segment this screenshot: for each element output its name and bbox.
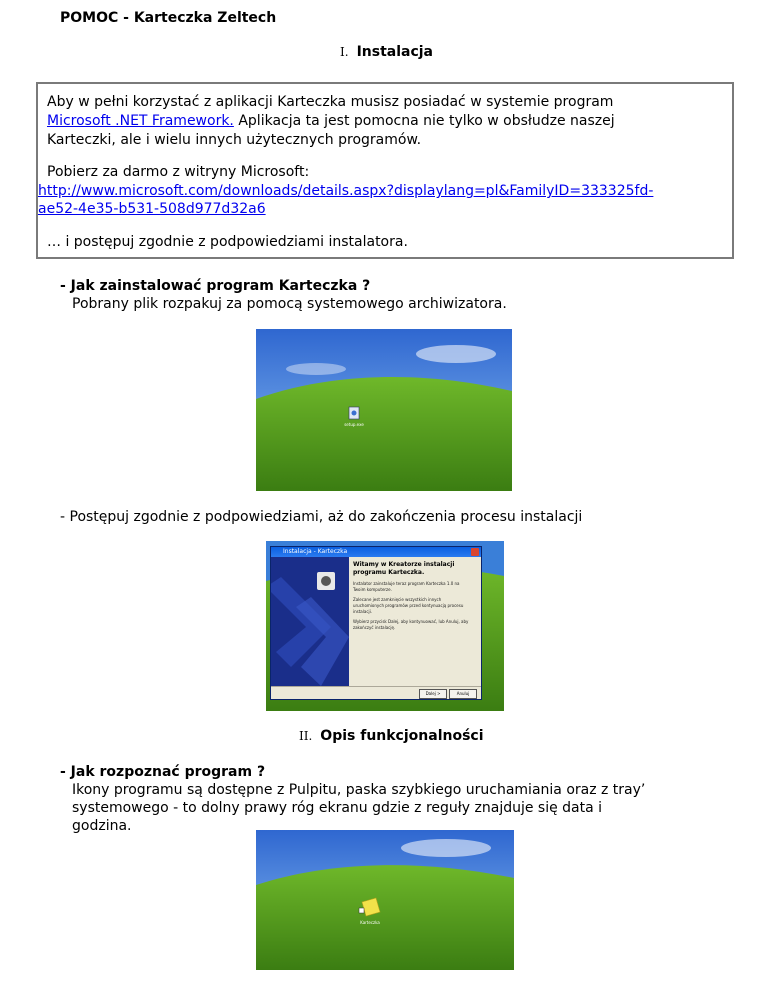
section-1-number: I.: [340, 45, 349, 59]
wizard-text-2: Zalecane jest zamknięcie wszystkich innych uruchomionych programów przed kontynuacją procesu instalacji.: [353, 597, 464, 614]
document-title: POMOC - Karteczka Zeltech: [60, 10, 277, 26]
desktop-screenshot-2: [256, 830, 514, 970]
info-p3: … i postępuj zgodnie z podpowiedziami instalatora.: [47, 234, 408, 250]
setup-file-icon[interactable]: [349, 407, 359, 419]
next-button[interactable]: Dalej >: [419, 689, 447, 699]
installer-screenshot: [266, 541, 504, 711]
info-p1-line2: [47, 112, 615, 131]
answer-recognize-line1: Ikony programu są dostępne z Pulpitu, paska szybkiego uruchamiania oraz z tray’: [72, 782, 646, 798]
cancel-button[interactable]: Anuluj: [449, 689, 477, 699]
setup-icon-label: setup.exe: [344, 422, 364, 427]
wizard-heading: Witamy w Kreatorze instalacji programu Karteczka.: [353, 561, 455, 576]
info-p1-line2-rest: Aplikacja ta jest pomocna nie tylko w obsłudze naszej: [233, 113, 615, 129]
wizard-divider: [271, 686, 481, 687]
wizard-side-banner: [271, 557, 349, 686]
info-p1-line1: Aby w pełni korzystać z aplikacji Karteczka musisz posiadać w systemie program: [47, 94, 614, 110]
dotnet-link[interactable]: Microsoft .NET Framework.: [47, 113, 234, 129]
download-url-line2[interactable]: ae52-4e35-b531-508d977d32a6: [38, 201, 266, 217]
wizard-text-3: Wybierz przycisk Dalej, aby kontynuować, lub Anuluj, aby zakończyć instalację.: [353, 619, 469, 630]
section-2-title: Opis funkcjonalności: [320, 728, 484, 744]
answer-recognize-line2: systemowego - to dolny prawy róg ekranu gdzie z reguły znajduje się data i: [72, 800, 603, 816]
info-p1-line3: Karteczki, ale i wielu innych użytecznych programów.: [47, 132, 422, 148]
wizard-text-1: Instalator zainstaluje teraz program Karteczka 1.0 na Twoim komputerze.: [353, 581, 460, 592]
answer-recognize-line3: godzina.: [72, 818, 132, 834]
step-continue-install: - Postępuj zgodnie z podpowiedziami, aż do zakończenia procesu instalacji: [60, 509, 583, 525]
section-1-heading: [340, 44, 433, 60]
section-1-title: Instalacja: [356, 44, 434, 60]
question-recognize: - Jak rozpoznać program ?: [60, 764, 266, 780]
wizard-window: [270, 546, 482, 700]
close-icon[interactable]: [471, 548, 479, 556]
wizard-window-title: Instalacja - Karteczka: [283, 548, 348, 555]
karteczka-icon-label: Karteczka: [360, 920, 380, 925]
section-2-number: II.: [299, 729, 313, 743]
info-p2-intro: Pobierz za darmo z witryny Microsoft:: [47, 164, 310, 180]
answer-install: Pobrany plik rozpakuj za pomocą systemowego archiwizatora.: [72, 296, 507, 312]
section-2-heading: [299, 728, 484, 744]
question-install: - Jak zainstalować program Karteczka ?: [60, 278, 371, 294]
download-url-line1[interactable]: http://www.microsoft.com/downloads/details.aspx?displaylang=pl&FamilyID=333325fd-: [38, 183, 654, 199]
desktop-screenshot-1: [256, 329, 512, 491]
